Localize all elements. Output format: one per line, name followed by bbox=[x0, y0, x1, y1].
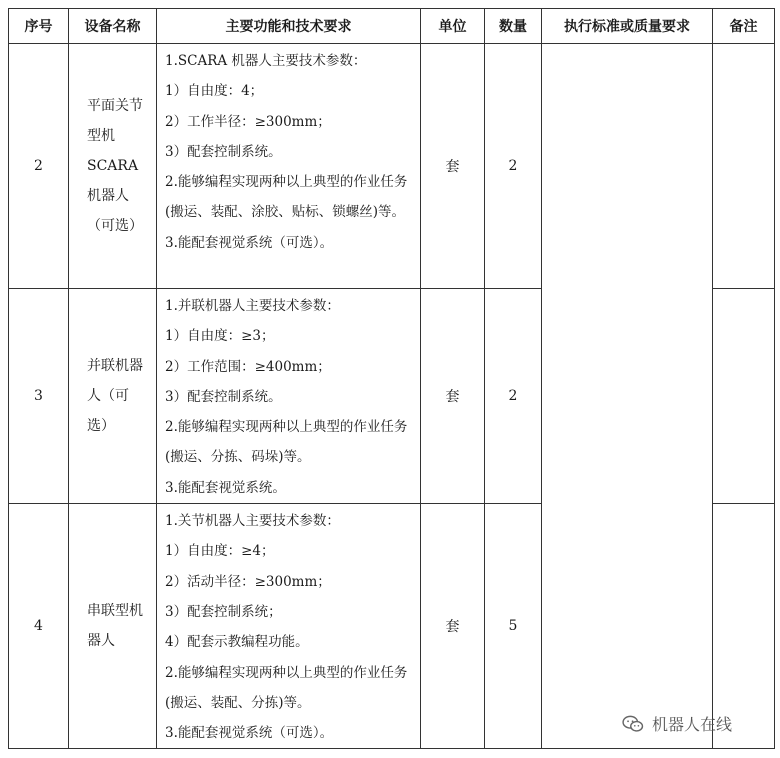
req-line: 1）自由度：≥4； bbox=[165, 543, 275, 560]
req-line: 4）配套示教编程功能。 bbox=[165, 634, 309, 651]
req-line: 3.能配套视觉系统（可选）。 bbox=[165, 725, 334, 742]
qty-cell: 5 bbox=[485, 504, 542, 749]
req-line: 3）配套控制系统； bbox=[165, 603, 282, 620]
watermark-text: 机器人在线 bbox=[652, 715, 733, 734]
qty-cell: 2 bbox=[485, 289, 542, 504]
header-note: 备注 bbox=[713, 9, 775, 44]
seq-cell: 2 bbox=[9, 44, 69, 289]
header-qty: 数量 bbox=[485, 9, 542, 44]
req-line: 1.并联机器人主要技术参数： bbox=[165, 298, 340, 314]
header-req: 主要功能和技术要求 bbox=[157, 9, 421, 44]
unit-cell: 套 bbox=[421, 44, 485, 289]
req-line: 2）工作范围：≥400mm； bbox=[165, 358, 331, 375]
header-row bbox=[9, 9, 775, 44]
req-line: 2）活动半径：≥300mm； bbox=[165, 573, 331, 590]
header-name: 设备名称 bbox=[69, 9, 157, 44]
req-cell bbox=[157, 44, 421, 289]
header-seq: 序号 bbox=[9, 9, 69, 44]
name-cell: 串联型机器人 bbox=[69, 504, 157, 749]
watermark bbox=[622, 712, 732, 735]
qty-cell: 2 bbox=[485, 44, 542, 289]
req-line: 3）配套控制系统。 bbox=[165, 388, 282, 405]
seq-cell: 4 bbox=[9, 504, 69, 749]
req-line: 1.SCARA 机器人主要技术参数： bbox=[165, 53, 367, 69]
req-line: 2.能够编程实现两种以上典型的作业任务(搬运、分拣、码垛)等。 bbox=[165, 419, 408, 466]
unit-cell: 套 bbox=[421, 504, 485, 749]
unit-cell: 套 bbox=[421, 289, 485, 504]
req-line: 3.能配套视觉系统（可选）。 bbox=[165, 234, 334, 251]
header-std: 执行标准或质量要求 bbox=[542, 9, 713, 44]
note-cell bbox=[713, 289, 775, 504]
name-cell: 平面关节型机 SCARA 机器人（可选） bbox=[69, 44, 157, 289]
req-line: 3）配套控制系统。 bbox=[165, 143, 282, 160]
header-unit: 单位 bbox=[421, 9, 485, 44]
req-line: 1.关节机器人主要技术参数： bbox=[165, 513, 340, 530]
name-cell: 并联机器人（可选） bbox=[69, 289, 157, 504]
req-line: 2）工作半径：≥300mm； bbox=[165, 113, 331, 130]
req-cell bbox=[157, 289, 421, 504]
req-cell bbox=[157, 504, 421, 749]
wechat-icon bbox=[622, 715, 644, 733]
note-cell bbox=[713, 44, 775, 289]
table-row bbox=[9, 44, 775, 289]
req-line: 2.能够编程实现两种以上典型的作业任务(搬运、装配、分拣)等。 bbox=[165, 664, 408, 711]
equipment-table bbox=[8, 8, 775, 749]
std-cell bbox=[542, 44, 713, 749]
seq-cell: 3 bbox=[9, 289, 69, 504]
req-line: 1）自由度：≥3； bbox=[165, 328, 275, 345]
req-line: 1）自由度：4； bbox=[165, 83, 264, 100]
req-line: 2.能够编程实现两种以上典型的作业任务(搬运、装配、涂胶、贴标、锁螺丝)等。 bbox=[165, 174, 408, 221]
req-line: 3.能配套视觉系统。 bbox=[165, 479, 286, 496]
